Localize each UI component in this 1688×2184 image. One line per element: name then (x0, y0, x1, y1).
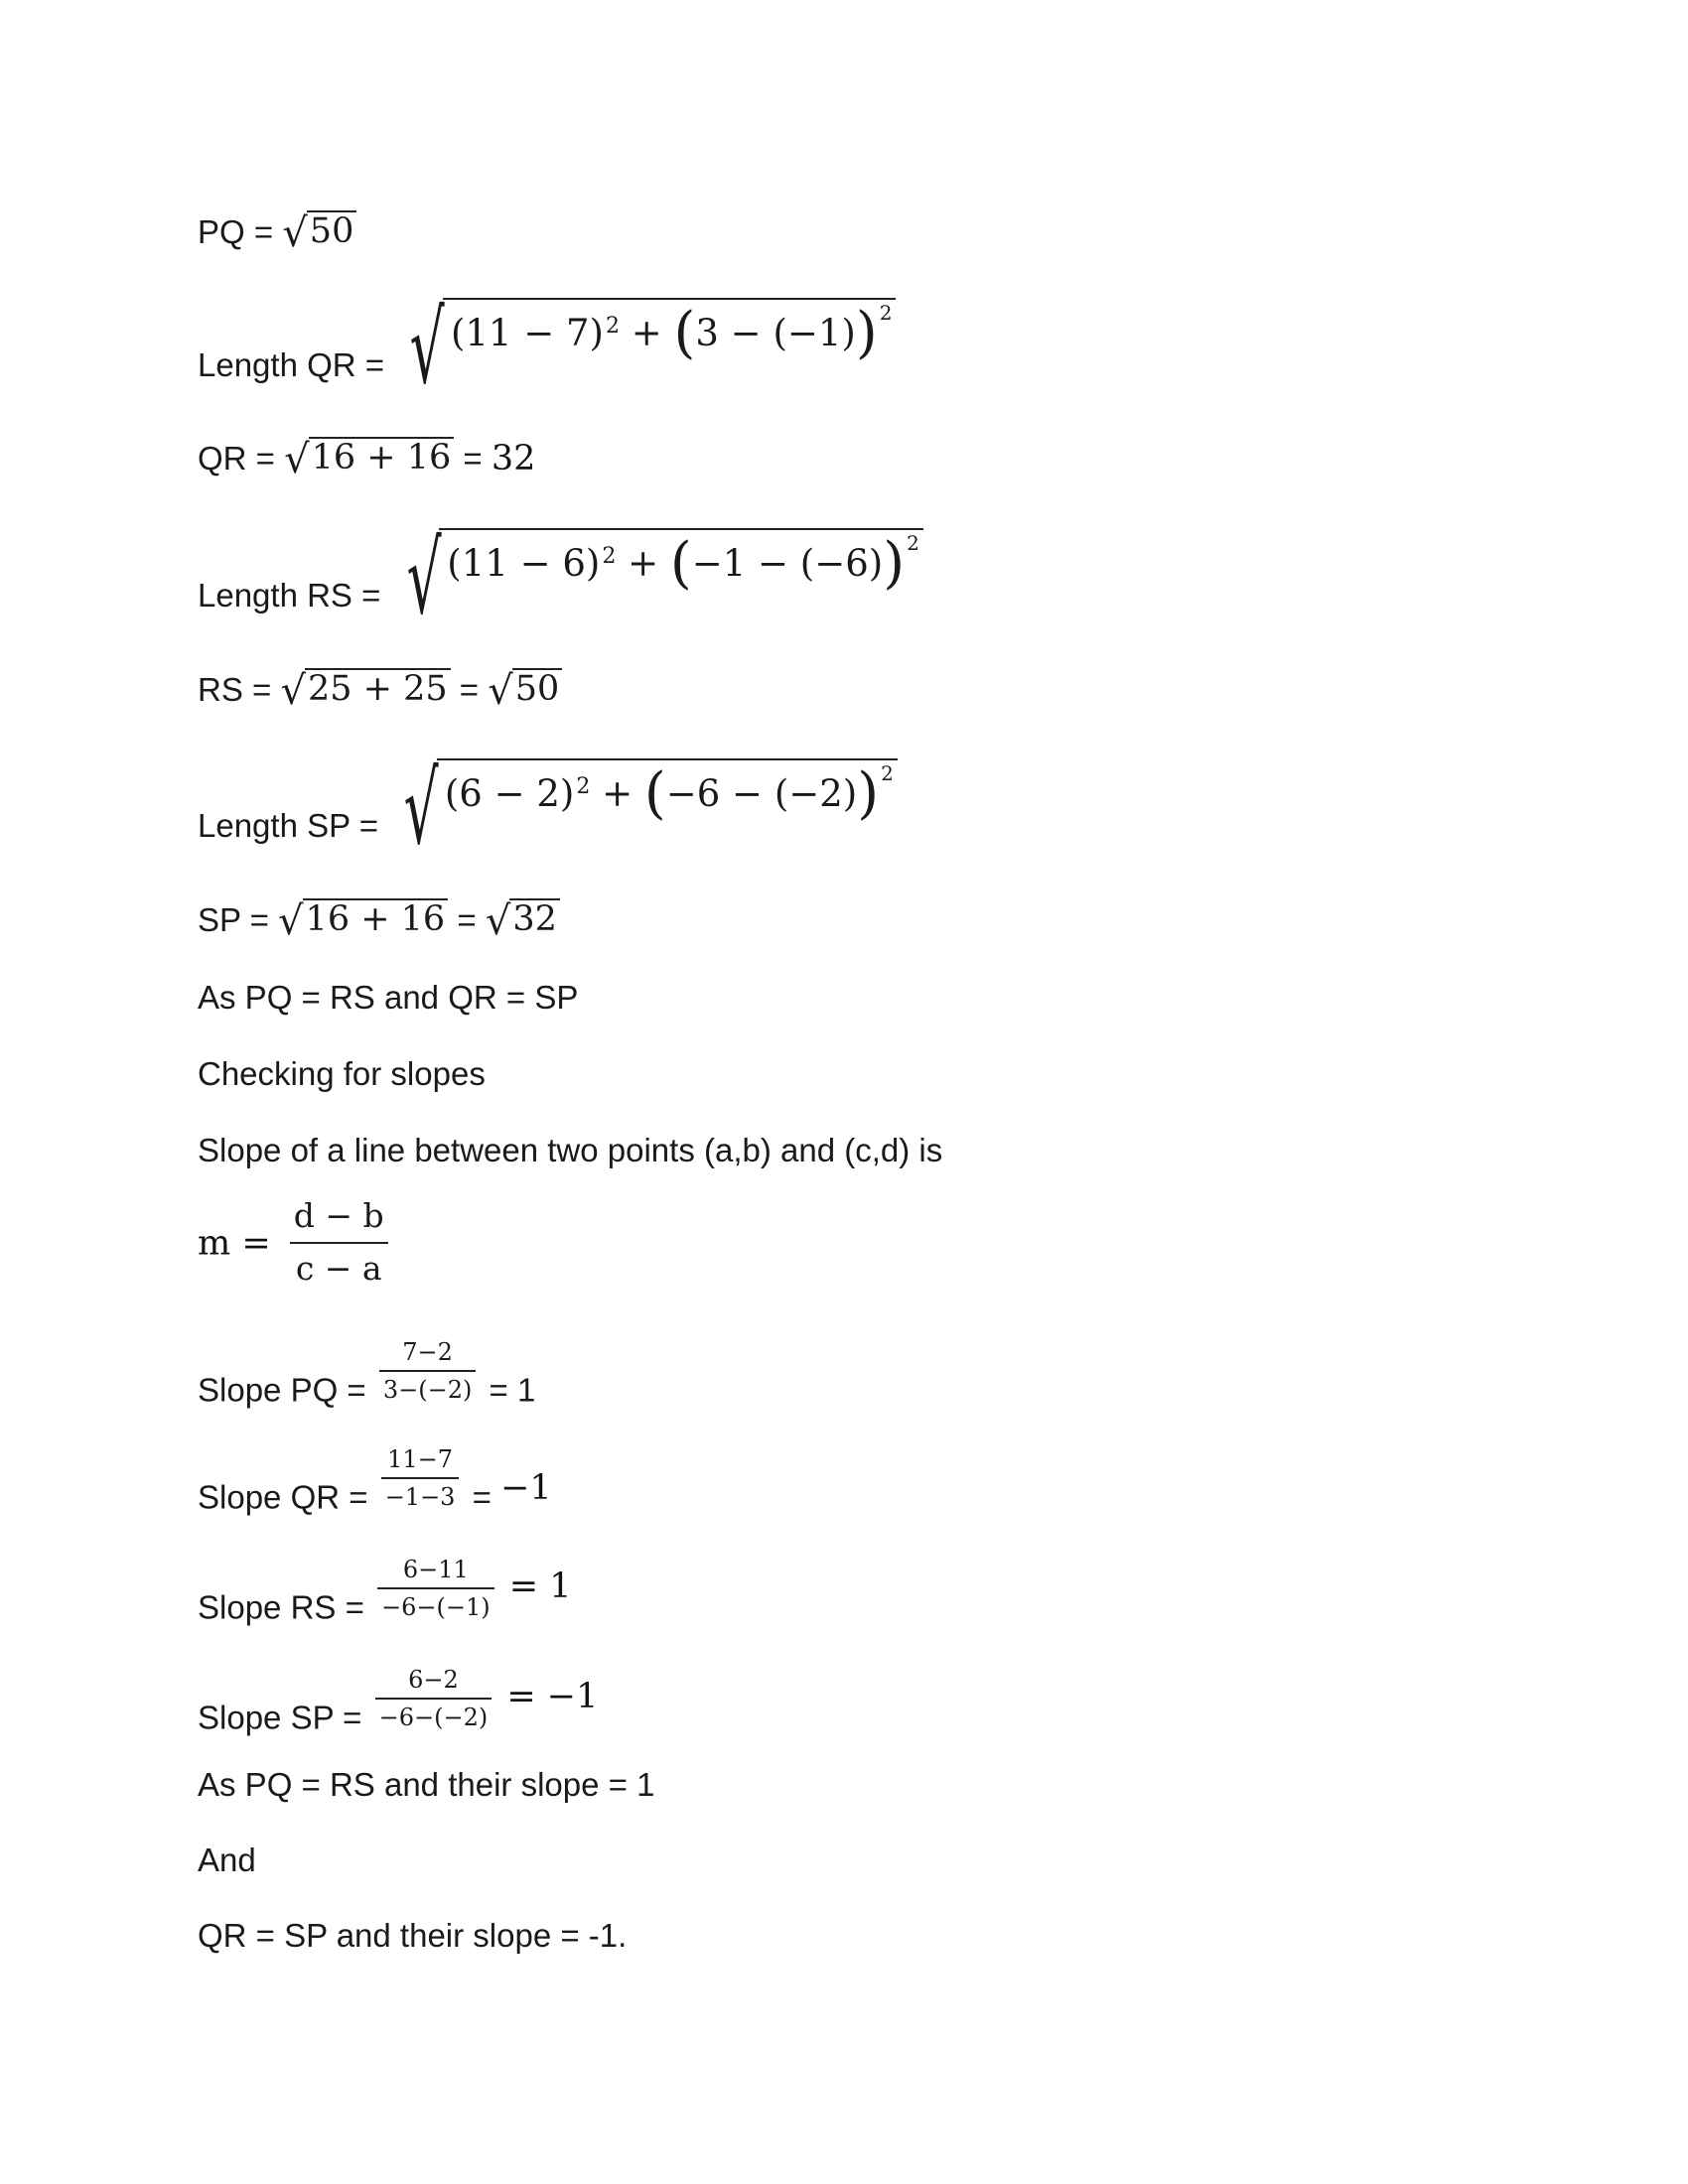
sp-equals: = (448, 901, 486, 938)
m-label: m = (198, 1223, 282, 1264)
rs-length-sqrt: √ $(11 - 6)^2 + (-1 - (-6))$ $^2$ (390, 528, 923, 617)
rs-line (198, 668, 562, 714)
slope-sp-result: = −1 (495, 1676, 599, 1716)
qr-length-line (198, 290, 896, 406)
pq-radicand: 50 (307, 210, 357, 250)
slope-rs-label: Slope RS = (198, 1588, 374, 1626)
sp-sqrt: √ 16 + 16 (278, 898, 448, 938)
m-fraction (288, 1196, 390, 1288)
rs-length-line (198, 520, 923, 636)
slope-pq-result: = 1 (480, 1371, 536, 1409)
slope-qr-fraction (381, 1447, 460, 1509)
slope-pq-fraction (379, 1340, 476, 1402)
slope-qr-equals: = (463, 1478, 501, 1516)
qr-term-a-exp: 2 (605, 313, 620, 339)
sp-plus: + (590, 772, 644, 815)
slope-rs-line (198, 1556, 572, 1641)
rs-radicand: 25 + 25 (305, 668, 451, 708)
slope-pq-line (198, 1338, 536, 1424)
conclusion-line-2: And (198, 1842, 256, 1878)
slope-sp-numerator: 6−2 (408, 1666, 459, 1694)
slope-pq-denominator: 3−(−2) (379, 1370, 476, 1402)
qr-result: 32 (491, 439, 536, 478)
qr-label: QR = (198, 440, 285, 477)
slope-sp-label: Slope SP = (198, 1699, 371, 1736)
rs-result-sqrt: √ 50 (488, 668, 562, 708)
conclusion-line-1: As PQ = RS and their slope = 1 (198, 1766, 655, 1803)
qr-length-sqrt: √ $(11 - 7)^2 + (3 - (-1))$ $^2$ (393, 298, 896, 387)
sp-label: SP = (198, 901, 279, 938)
slope-sp-line (198, 1666, 599, 1751)
rs-result-radicand: 50 (512, 668, 563, 708)
rs-length-label: Length RS = (198, 577, 390, 614)
qr-plus: + (619, 312, 674, 354)
rs-plus: + (616, 542, 670, 585)
qr-length-label: Length QR = (198, 346, 394, 383)
rs-term-b-exp: 2 (907, 531, 919, 555)
m-denominator: c − a (290, 1242, 388, 1285)
slope-rs-denominator: −6−(−1) (377, 1587, 494, 1619)
sp-term-a-exp: 2 (576, 773, 591, 799)
qr-line (198, 437, 536, 482)
slope-sp-denominator: −6−(−2) (375, 1698, 492, 1729)
slope-rs-numerator: 6−11 (402, 1556, 469, 1583)
pq-sqrt: √ 50 (282, 210, 356, 250)
rs-label: RS = (198, 671, 281, 708)
rs-equals: = (450, 671, 489, 708)
slope-qr-line (198, 1445, 552, 1531)
sp-line (198, 898, 560, 944)
sp-radicand: 16 + 16 (303, 898, 449, 938)
slope-definition-line: Slope of a line between two points (a,b) and (c,d) is (198, 1132, 943, 1168)
sp-length-line (198, 751, 898, 867)
sp-length-sqrt: √ $(6 - 2)^2 + (-6 - (-2))$ $^2$ (387, 758, 898, 848)
qr-term-a: (11 − 7) (450, 312, 604, 354)
sp-result-radicand: 32 (509, 898, 560, 938)
slope-formula (198, 1196, 396, 1289)
qr-equals: = (454, 440, 492, 477)
conclusion-line-3: QR = SP and their slope = -1. (198, 1917, 628, 1954)
slope-qr-denominator: −1−3 (381, 1477, 460, 1509)
slope-qr-label: Slope QR = (198, 1478, 377, 1516)
qr-sqrt: √ 16 + 16 (284, 437, 454, 477)
slope-qr-result: −1 (500, 1467, 552, 1508)
pq-line (198, 210, 356, 256)
sp-term-b: −6 − (−2) (665, 772, 858, 815)
slope-rs-result: = 1 (497, 1566, 572, 1606)
pq-label: PQ = (198, 213, 283, 250)
sp-term-b-exp: 2 (881, 761, 894, 785)
rs-term-a-exp: 2 (602, 543, 617, 569)
rs-sqrt: √ 25 + 25 (280, 668, 450, 708)
qr-radicand: 16 + 16 (309, 437, 455, 477)
qr-term-b-exp: 2 (879, 301, 893, 325)
rs-term-b: −1 − (−6) (691, 542, 884, 585)
slope-pq-label: Slope PQ = (198, 1371, 375, 1409)
slope-pq-numerator: 7−2 (402, 1338, 453, 1366)
rs-term-a: (11 − 6) (447, 542, 601, 585)
slope-sp-fraction (375, 1668, 492, 1729)
sp-length-label: Length SP = (198, 807, 388, 844)
sp-result-sqrt: √ 32 (486, 898, 560, 938)
checking-slopes-line: Checking for slopes (198, 1055, 486, 1092)
m-numerator: d − b (293, 1196, 384, 1235)
slope-qr-numerator: 11−7 (387, 1445, 454, 1473)
qr-term-b: 3 − (−1) (695, 312, 856, 354)
slope-rs-fraction (377, 1558, 494, 1619)
sp-term-a: (6 − 2) (444, 772, 575, 815)
as-pq-rs-line: As PQ = RS and QR = SP (198, 979, 579, 1016)
